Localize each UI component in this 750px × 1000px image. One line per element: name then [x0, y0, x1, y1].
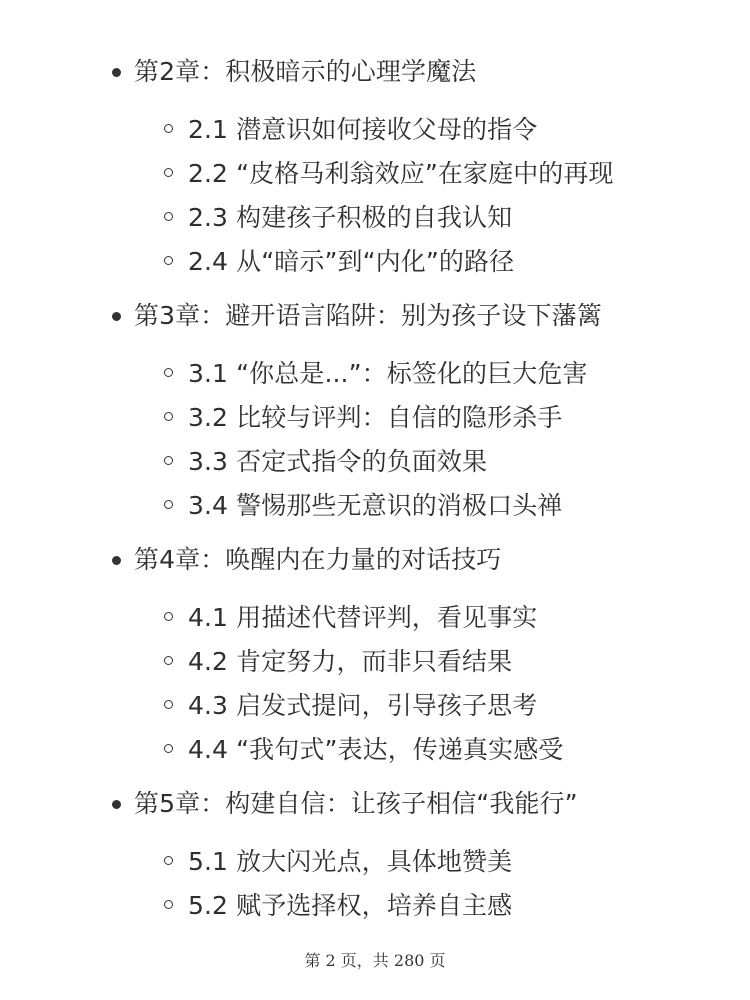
list-item	[0, 240, 750, 284]
list-item	[0, 196, 750, 240]
table-of-contents	[0, 50, 750, 938]
circle-bullet-icon	[164, 368, 173, 377]
chapter-title: 第5章：构建自信：让孩子相信“我能行”	[134, 789, 578, 818]
circle-bullet-icon	[164, 256, 173, 265]
chapter-2	[0, 50, 750, 284]
circle-bullet-icon	[164, 744, 173, 753]
circle-bullet-icon	[164, 124, 173, 133]
section-title: 3.3 否定式指令的负面效果	[188, 447, 488, 476]
circle-bullet-icon	[164, 856, 173, 865]
list-item	[0, 108, 750, 152]
chapter-5	[0, 782, 750, 928]
list-item	[0, 596, 750, 640]
list-item	[0, 684, 750, 728]
list-item	[0, 440, 750, 484]
list-item	[0, 840, 750, 884]
chapter-heading	[0, 50, 750, 94]
bullet-icon	[112, 800, 121, 809]
circle-bullet-icon	[164, 456, 173, 465]
chapter-heading	[0, 782, 750, 826]
bullet-icon	[112, 68, 121, 77]
bullet-icon	[112, 312, 121, 321]
page-number: 第 2 页，共 280 页	[304, 951, 446, 970]
chapter-title: 第4章：唤醒内在力量的对话技巧	[134, 545, 502, 574]
chapter-heading	[0, 538, 750, 582]
circle-bullet-icon	[164, 656, 173, 665]
section-list	[0, 108, 750, 284]
list-item	[0, 152, 750, 196]
chapter-3	[0, 294, 750, 528]
section-title: 2.1 潜意识如何接收父母的指令	[188, 115, 538, 144]
bullet-icon	[112, 556, 121, 565]
section-title: 4.3 启发式提问，引导孩子思考	[188, 691, 538, 720]
chapter-title: 第3章：避开语言陷阱：别为孩子设下藩篱	[134, 301, 602, 330]
section-list	[0, 596, 750, 772]
list-item	[0, 728, 750, 772]
section-title: 4.1 用描述代替评判，看见事实	[188, 603, 538, 632]
list-item	[0, 884, 750, 928]
list-item	[0, 640, 750, 684]
section-title: 3.2 比较与评判：自信的隐形杀手	[188, 403, 563, 432]
circle-bullet-icon	[164, 412, 173, 421]
section-list	[0, 352, 750, 528]
chapter-title: 第2章：积极暗示的心理学魔法	[134, 57, 477, 86]
circle-bullet-icon	[164, 612, 173, 621]
list-item	[0, 484, 750, 528]
circle-bullet-icon	[164, 168, 173, 177]
section-title: 4.4 “我句式”表达，传递真实感受	[188, 735, 564, 764]
section-title: 2.3 构建孩子积极的自我认知	[188, 203, 513, 232]
list-item	[0, 352, 750, 396]
section-title: 5.2 赋予选择权，培养自主感	[188, 891, 513, 920]
section-title: 5.1 放大闪光点，具体地赞美	[188, 847, 513, 876]
section-title: 2.2 “皮格马利翁效应”在家庭中的再现	[188, 159, 614, 188]
circle-bullet-icon	[164, 900, 173, 909]
section-title: 2.4 从“暗示”到“内化”的路径	[188, 247, 515, 276]
section-title: 3.4 警惕那些无意识的消极口头禅	[188, 491, 563, 520]
section-title: 3.1 “你总是...”：标签化的巨大危害	[188, 359, 588, 388]
section-title: 4.2 肯定努力，而非只看结果	[188, 647, 513, 676]
list-item	[0, 396, 750, 440]
circle-bullet-icon	[164, 212, 173, 221]
circle-bullet-icon	[164, 700, 173, 709]
chapter-4	[0, 538, 750, 772]
chapter-heading	[0, 294, 750, 338]
section-list	[0, 840, 750, 928]
circle-bullet-icon	[164, 500, 173, 509]
